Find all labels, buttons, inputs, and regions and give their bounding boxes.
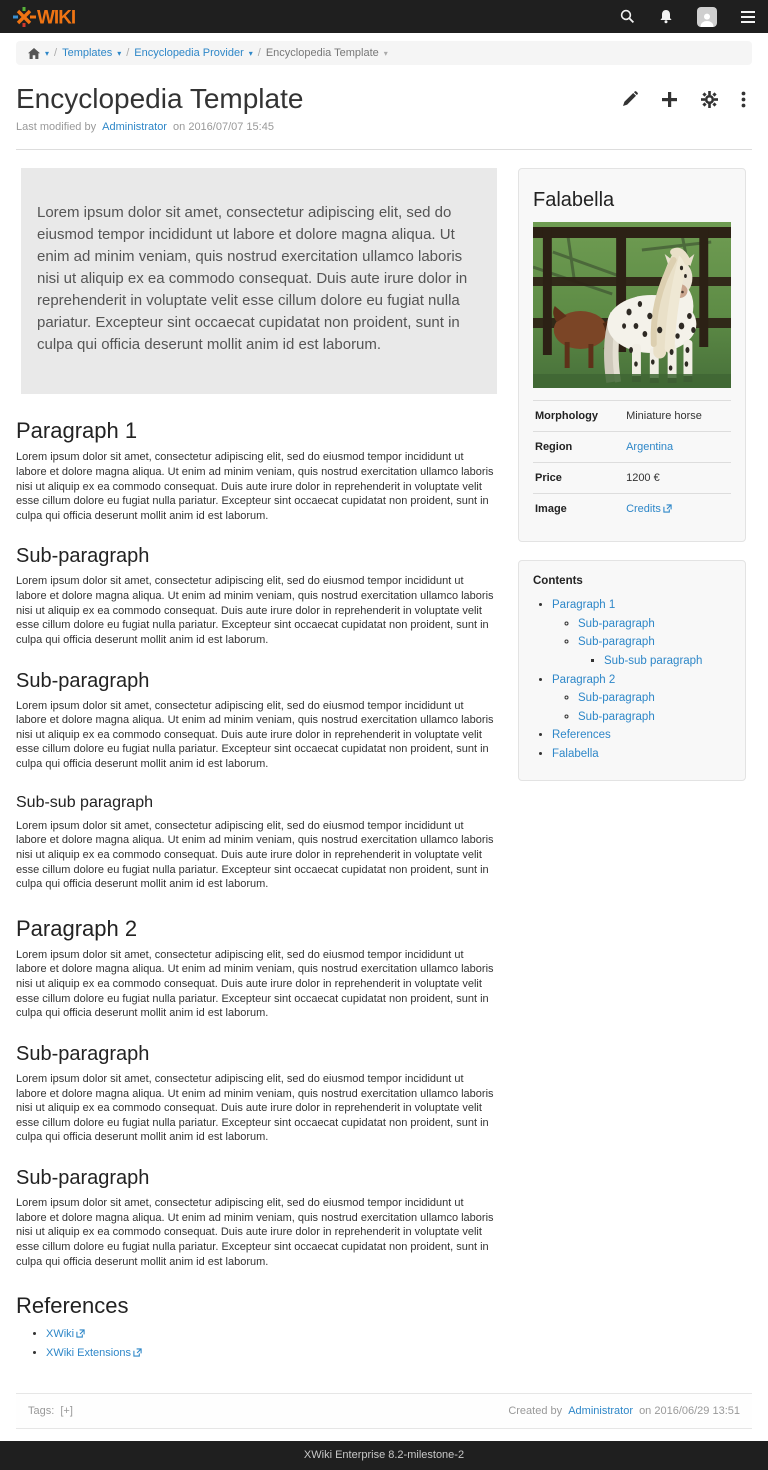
list-item (552, 671, 731, 727)
content-layout (0, 168, 768, 1363)
breadcrumb-link-encyclopedia-provider[interactable]: Encyclopedia Provider (134, 47, 244, 59)
section-body: Lorem ipsum dolor sit amet, consectetur adipiscing elit, sed do eiusmod tempor incididunt ut labore et dolore magna aliqua. Ut enim ad minim veniam, quis nostrud exercitation ullamco laboris nisi ut aliquip ex ea commodo consequat. Duis aute irure dolor in reprehenderit in voluptate velit esse cillum dolore eu fugiat nulla pariatur. Excepteur sint occaecat cupidatat non proident, sunt in culpa qui officia deserunt mollit anim id est laborum. (16, 575, 494, 646)
section-sub-paragraph (16, 1043, 497, 1145)
toc-link-sub-paragraph[interactable]: Sub-paragraph (578, 617, 655, 630)
more-kebab-icon[interactable] (741, 91, 746, 108)
created-prefix: Created by (508, 1405, 563, 1418)
edit-pencil-icon[interactable] (621, 91, 638, 108)
contents-heading: Contents (533, 575, 583, 587)
bell-icon[interactable] (659, 9, 673, 24)
reference-link-xwiki[interactable]: XWiki (46, 1328, 85, 1340)
list-item (552, 726, 731, 745)
toc-link-paragraph-1[interactable]: Paragraph 1 (552, 599, 616, 611)
breadcrumb-separator: / (126, 47, 130, 59)
infobox-value: Miniature horse (626, 410, 702, 422)
page-actions (621, 77, 752, 108)
user-avatar[interactable] (697, 7, 717, 27)
contents-panel (518, 560, 746, 781)
list-item (46, 1344, 497, 1363)
toc-link-sub-paragraph[interactable]: Sub-paragraph (578, 692, 655, 705)
home-icon[interactable] (28, 48, 40, 59)
list-item (46, 1325, 497, 1344)
last-modified-line (16, 121, 303, 133)
svg-text:WIKI: WIKI (37, 7, 76, 28)
table-of-contents (533, 596, 731, 764)
references-list (16, 1325, 497, 1363)
section-heading: Sub-paragraph (16, 1167, 150, 1190)
table-row (533, 494, 731, 526)
toc-link-references[interactable]: References (552, 729, 611, 742)
breadcrumb-current: Encyclopedia Template (265, 47, 379, 59)
section-body: Lorem ipsum dolor sit amet, consectetur adipiscing elit, sed do eiusmod tempor incididunt ut labore et dolore magna aliqua. Ut enim ad minim veniam, quis nostrud exercitation ullamco laboris nisi ut aliquip ex ea commodo consequat. Duis aute irure dolor in reprehenderit in voluptate velit esse cillum dolore eu fugiat nulla pariatur. Excepteur sint occaecat cupidatat non proident, sunt in culpa qui officia deserunt mollit anim id est laborum. (16, 699, 494, 771)
section-body: Lorem ipsum dolor sit amet, consectetur adipiscing elit, sed do eiusmod tempor incididunt ut labore et dolore magna aliqua. Ut enim ad minim veniam, quis nostrud exercitation ullamco laboris nisi ut aliquip ex ea commodo consequat. Duis aute irure dolor in reprehenderit in voluptate velit esse cillum dolore eu fugiat nulla pariatur. Excepteur sint occaecat cupidatat non proident, sunt in culpa qui officia deserunt mollit anim id est laborum. (16, 451, 494, 522)
section-paragraph-2 (16, 916, 497, 1021)
created-date: on 2016/06/29 13:51 (639, 1405, 740, 1418)
created-by-line (508, 1405, 740, 1417)
toc-link-sub-paragraph[interactable]: Sub-paragraph (578, 710, 655, 723)
toc-link-sub-sub-paragraph[interactable]: Sub-sub paragraph (604, 654, 703, 667)
header-divider (16, 149, 752, 150)
section-heading: Paragraph 2 (16, 915, 138, 941)
document-footer (16, 1393, 752, 1429)
infobox-label: Price (535, 472, 562, 484)
breadcrumb-separator: / (257, 47, 261, 59)
table-row (533, 432, 731, 463)
list-item (552, 596, 731, 671)
breadcrumb (16, 41, 752, 65)
version-text: XWiki Enterprise 8.2-milestone-2 (303, 1449, 465, 1462)
modified-prefix: Last modified by (16, 121, 97, 133)
infobox-label: Image (535, 503, 567, 515)
section-heading: Sub-paragraph (16, 669, 150, 692)
tags-area (28, 1405, 76, 1417)
tags-label: Tags: (28, 1405, 55, 1418)
section-body: Lorem ipsum dolor sit amet, consectetur adipiscing elit, sed do eiusmod tempor incididunt ut labore et dolore magna aliqua. Ut enim ad minim veniam, quis nostrud exercitation ullamco laboris nisi ut aliquip ex ea commodo consequat. Duis aute irure dolor in reprehenderit in voluptate velit esse cillum dolore eu fugiat nulla pariatur. Excepteur sint occaecat cupidatat non proident, sunt in culpa qui officia deserunt mollit anim id est laborum. (16, 1197, 494, 1268)
list-item (578, 689, 731, 708)
infobox-value: 1200 € (626, 472, 660, 484)
add-plus-icon[interactable] (661, 91, 678, 108)
external-link-icon (133, 1345, 142, 1363)
section-sub-paragraph (16, 670, 497, 772)
infobox-panel (518, 168, 746, 542)
infobox-table (533, 400, 731, 525)
hamburger-icon[interactable] (741, 11, 755, 23)
section-heading: Paragraph 1 (16, 418, 138, 444)
section-body: Lorem ipsum dolor sit amet, consectetur adipiscing elit, sed do eiusmod tempor incididunt ut labore et dolore magna aliqua. Ut enim ad minim veniam, quis nostrud exercitation ullamco laboris nisi ut aliquip ex ea commodo consequat. Duis aute irure dolor in reprehenderit in voluptate velit esse cillum dolore eu fugiat nulla pariatur. Excepteur sint occaecat cupidatat non proident, sunt in culpa qui officia deserunt mollit anim id est laborum. (16, 948, 494, 1020)
chevron-down-icon[interactable]: ▾ (45, 48, 50, 58)
modified-date: on 2016/07/07 15:45 (173, 121, 274, 133)
table-row (533, 463, 731, 494)
top-navbar (0, 0, 768, 33)
toc-link-paragraph-2[interactable]: Paragraph 2 (552, 673, 616, 686)
credits-link[interactable]: Credits (626, 503, 672, 515)
section-sub-sub-paragraph (16, 794, 497, 892)
page-header (0, 75, 768, 133)
toc-link-falabella[interactable]: Falabella (552, 748, 599, 760)
section-sub-paragraph (16, 545, 497, 647)
region-link[interactable]: Argentina (626, 441, 674, 453)
chevron-down-icon[interactable]: ▾ (117, 48, 122, 58)
infobox-title: Falabella (533, 189, 615, 211)
sidebar (518, 168, 746, 781)
section-body: Lorem ipsum dolor sit amet, consectetur adipiscing elit, sed do eiusmod tempor incididunt ut labore et dolore magna aliqua. Ut enim ad minim veniam, quis nostrud exercitation ullamco laboris nisi ut aliquip ex ea commodo consequat. Duis aute irure dolor in reprehenderit in voluptate velit esse cillum dolore eu fugiat nulla pariatur. Excepteur sint occaecat cupidatat non proident, sunt in culpa qui officia deserunt mollit anim id est laborum. (16, 819, 494, 891)
infobox-label: Region (535, 441, 573, 453)
infobox-label: Morphology (535, 410, 598, 422)
list-item (578, 615, 731, 634)
section-paragraph-1 (16, 418, 497, 523)
section-heading: Sub-paragraph (16, 1042, 150, 1065)
main-content (16, 168, 497, 1363)
section-heading: References (16, 1293, 129, 1319)
external-link-icon (663, 504, 672, 516)
list-item (578, 708, 731, 727)
list-item (578, 633, 731, 670)
modified-by-user-link[interactable]: Administrator (102, 121, 167, 133)
lead-text: Lorem ipsum dolor sit amet, consectetur adipiscing elit, sed do eiusmod tempor incididunt ut labore et dolore magna aliqua. Ut enim ad minim veniam, quis nostrud exercitation ullamco laboris nisi ut aliquip ex ea commodo consequat. Duis aute irure dolor in reprehenderit in voluptate velit esse cillum dolore eu fugiat nulla pariatur. Excepteur sint occaecat cupidatat non proident, sunt in culpa qui officia deserunt mollit anim id est laborum. (37, 204, 468, 354)
chevron-down-icon[interactable]: ▾ (383, 48, 388, 58)
section-body: Lorem ipsum dolor sit amet, consectetur adipiscing elit, sed do eiusmod tempor incididunt ut labore et dolore magna aliqua. Ut enim ad minim veniam, quis nostrud exercitation ullamco laboris nisi ut aliquip ex ea commodo consequat. Duis aute irure dolor in reprehenderit in voluptate velit esse cillum dolore eu fugiat nulla pariatur. Excepteur sint occaecat cupidatat non proident, sunt in culpa qui officia deserunt mollit anim id est laborum. (16, 1072, 494, 1144)
lead-summary-box (21, 168, 497, 394)
breadcrumb-link-templates[interactable]: Templates (62, 47, 113, 59)
search-icon[interactable] (620, 9, 635, 24)
settings-gear-icon[interactable] (701, 91, 718, 108)
section-heading: Sub-paragraph (16, 545, 150, 568)
reference-link-xwiki-extensions[interactable]: XWiki Extensions (46, 1347, 142, 1359)
falabella-horse-image (533, 222, 731, 388)
add-tag-button[interactable]: [+] (60, 1405, 73, 1418)
page-title: Encyclopedia Template (16, 83, 304, 114)
list-item (552, 745, 731, 764)
version-bar (0, 1441, 768, 1470)
section-sub-paragraph (16, 1167, 497, 1269)
breadcrumb-separator: / (54, 47, 58, 59)
section-heading: Sub-sub paragraph (16, 793, 153, 811)
table-row (533, 401, 731, 432)
created-by-user-link[interactable]: Administrator (568, 1405, 633, 1418)
list-item (604, 652, 731, 671)
chevron-down-icon[interactable]: ▾ (248, 48, 253, 58)
toc-link-sub-paragraph[interactable]: Sub-paragraph (578, 636, 655, 649)
external-link-icon (76, 1326, 85, 1344)
section-references (16, 1293, 497, 1363)
xwiki-logo[interactable] (13, 6, 99, 28)
